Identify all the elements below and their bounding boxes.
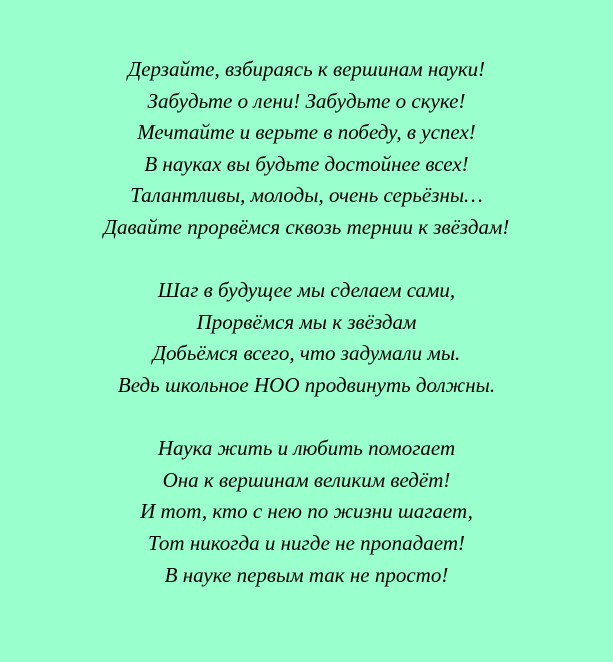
poem-line: В науке первым так не просто! (164, 562, 449, 587)
poem-line: Тот никогда и нигде не пропадает! (148, 530, 465, 555)
poem-line: Она к вершинам великим ведёт! (162, 467, 451, 492)
poem-line: И тот, кто с нею по жизни шагает, (140, 499, 473, 524)
poem-line: Мечтайте и верьте в победу, в успех! (137, 120, 476, 145)
poem-line: Наука жить и любить помогает (157, 436, 456, 461)
poem-line: Прорвёмся мы к звёздам (196, 309, 417, 334)
stanza-1 (0, 54, 613, 244)
poem-line: Забудьте о лени! Забудьте о скуке! (147, 88, 466, 113)
stanza-3 (0, 433, 613, 591)
poem-line: Шаг в будущее мы сделаем сами, (157, 278, 456, 303)
poem-line: Талантливы, молоды, очень серьёзны… (130, 183, 483, 208)
poem-line: Давайте прорвёмся сквозь тернии к звёздам! (103, 214, 510, 239)
poem-line: Дерзайте, взбираясь к вершинам науки! (127, 57, 486, 81)
poem (0, 54, 613, 591)
poem-line: Ведь школьное НОО продвинуть должны. (117, 372, 496, 397)
poem-line: В науках вы будьте достойнее всех! (144, 151, 469, 176)
poem-line: Добьёмся всего, что задумали мы. (152, 341, 461, 366)
stanza-2 (0, 275, 613, 401)
